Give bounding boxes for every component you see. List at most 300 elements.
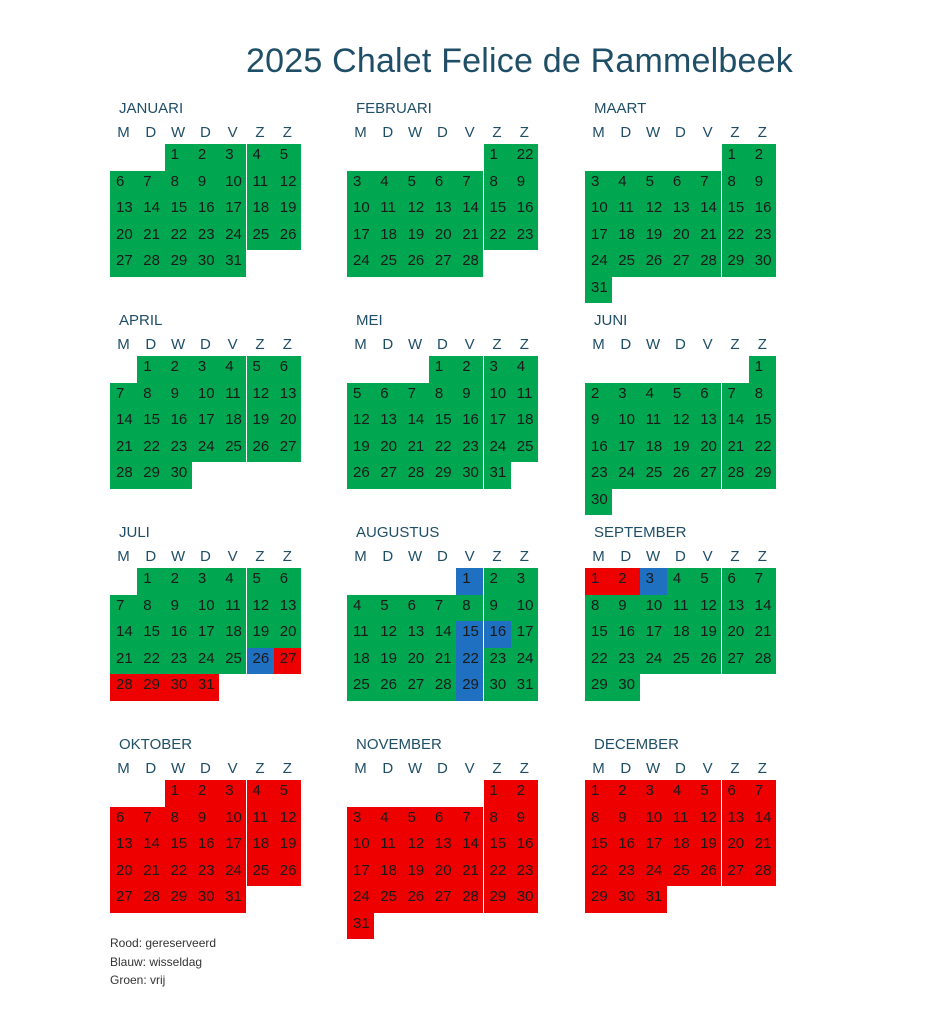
day-cell: 30 <box>192 886 219 913</box>
day-cell: 23 <box>585 462 612 489</box>
day-cell: 3 <box>219 144 246 171</box>
weekday-header: Z <box>730 336 740 353</box>
day-cell: 11 <box>247 807 274 834</box>
day-cell: 12 <box>694 595 721 622</box>
day-cell: 15 <box>137 621 164 648</box>
day-cell: 22 <box>585 648 612 675</box>
day-cell: 14 <box>456 833 483 860</box>
day-cell: 5 <box>274 780 301 807</box>
legend-blue: Blauw: wisseldag <box>110 954 203 969</box>
day-cell: 20 <box>667 224 694 251</box>
month-name: MAART <box>594 100 647 117</box>
day-cell: 21 <box>456 224 483 251</box>
day-cell: 12 <box>247 595 274 622</box>
weekday-header: M <box>117 124 130 141</box>
day-cell: 12 <box>347 409 374 436</box>
weekday-header: M <box>117 336 130 353</box>
day-cell: 28 <box>722 462 749 489</box>
weekday-header: Z <box>282 124 292 141</box>
month-name: AUGUSTUS <box>356 524 440 541</box>
month-juni <box>585 312 785 512</box>
day-cell: 30 <box>511 886 538 913</box>
day-cell: 13 <box>722 595 749 622</box>
day-cell: 19 <box>694 621 721 648</box>
month-mei <box>347 312 547 512</box>
day-cell: 23 <box>612 860 639 887</box>
day-cell: 9 <box>192 807 219 834</box>
day-cell: 23 <box>511 224 538 251</box>
day-cell: 29 <box>484 886 511 913</box>
day-cell: 22 <box>165 224 192 251</box>
weekday-header: V <box>702 336 713 353</box>
weekday-header: Z <box>757 124 767 141</box>
day-cell: 28 <box>402 462 429 489</box>
day-cell: 7 <box>110 595 137 622</box>
day-cell: 6 <box>667 171 694 198</box>
day-cell: 13 <box>274 383 301 410</box>
day-cell: 1 <box>749 356 776 383</box>
day-cell: 21 <box>402 436 429 463</box>
day-cell: 22 <box>585 860 612 887</box>
day-cell: 1 <box>165 780 192 807</box>
weekday-header: D <box>436 760 448 777</box>
weekday-header: W <box>171 760 186 777</box>
weekday-header: D <box>199 760 211 777</box>
day-cell: 4 <box>374 171 401 198</box>
day-cell: 2 <box>511 780 538 807</box>
day-cell: 10 <box>219 807 246 834</box>
day-cell: 24 <box>640 860 667 887</box>
day-cell: 11 <box>347 621 374 648</box>
day-cell: 21 <box>137 224 164 251</box>
day-cell: 16 <box>511 833 538 860</box>
weekday-header: Z <box>730 548 740 565</box>
month-name: DECEMBER <box>594 736 680 753</box>
month-juli <box>110 524 310 724</box>
day-cell: 29 <box>585 886 612 913</box>
month-name: FEBRUARI <box>356 100 432 117</box>
day-cell: 28 <box>749 648 776 675</box>
day-cell: 24 <box>347 250 374 277</box>
day-cell: 5 <box>694 780 721 807</box>
day-cell: 8 <box>429 383 456 410</box>
day-cell: 4 <box>247 780 274 807</box>
day-cell: 20 <box>722 621 749 648</box>
day-cell: 9 <box>165 595 192 622</box>
day-cell: 28 <box>137 250 164 277</box>
day-cell: 5 <box>274 144 301 171</box>
day-cell: 16 <box>192 197 219 224</box>
day-cell: 25 <box>219 648 246 675</box>
day-cell: 23 <box>511 860 538 887</box>
day-cell: 19 <box>640 224 667 251</box>
day-cell: 24 <box>219 860 246 887</box>
day-cell: 14 <box>402 409 429 436</box>
day-cell: 3 <box>585 171 612 198</box>
day-cell: 10 <box>192 595 219 622</box>
day-cell: 18 <box>667 621 694 648</box>
weekday-header: Z <box>282 548 292 565</box>
day-cell: 11 <box>667 595 694 622</box>
day-cell: 17 <box>511 621 538 648</box>
day-cell: 9 <box>511 171 538 198</box>
day-cell: 5 <box>247 568 274 595</box>
weekday-header: M <box>592 336 605 353</box>
day-cell: 18 <box>374 224 401 251</box>
day-cell: 5 <box>402 807 429 834</box>
day-cell: 7 <box>694 171 721 198</box>
day-cell: 11 <box>640 409 667 436</box>
day-cell: 16 <box>456 409 483 436</box>
day-cell: 30 <box>585 489 612 516</box>
day-cell: 1 <box>456 568 483 595</box>
day-cell: 19 <box>274 833 301 860</box>
day-cell: 26 <box>694 860 721 887</box>
day-cell: 16 <box>612 621 639 648</box>
day-cell: 5 <box>667 383 694 410</box>
day-cell: 26 <box>274 224 301 251</box>
day-cell: 19 <box>374 648 401 675</box>
day-cell: 19 <box>402 860 429 887</box>
legend <box>110 934 216 990</box>
day-cell: 12 <box>274 807 301 834</box>
weekday-header: M <box>592 548 605 565</box>
day-cell: 6 <box>374 383 401 410</box>
day-cell: 1 <box>137 568 164 595</box>
day-cell: 6 <box>694 383 721 410</box>
day-cell: 22 <box>484 224 511 251</box>
day-cell: 21 <box>694 224 721 251</box>
day-cell: 24 <box>511 648 538 675</box>
day-cell: 31 <box>511 674 538 701</box>
day-cell: 16 <box>749 197 776 224</box>
weekday-header: Z <box>255 548 265 565</box>
day-cell: 29 <box>165 886 192 913</box>
day-cell: 25 <box>374 250 401 277</box>
day-cell: 21 <box>429 648 456 675</box>
month-name: JUNI <box>594 312 628 329</box>
day-cell: 10 <box>192 383 219 410</box>
day-cell: 9 <box>456 383 483 410</box>
day-cell: 26 <box>402 886 429 913</box>
weekday-header: D <box>674 336 686 353</box>
day-cell: 22 <box>456 648 483 675</box>
weekday-header: D <box>199 124 211 141</box>
weekday-header: Z <box>730 124 740 141</box>
day-cell: 26 <box>374 674 401 701</box>
day-cell: 31 <box>640 886 667 913</box>
day-cell: 15 <box>429 409 456 436</box>
day-cell: 14 <box>749 595 776 622</box>
day-cell: 6 <box>722 568 749 595</box>
weekday-header: V <box>464 124 475 141</box>
day-cell: 18 <box>219 409 246 436</box>
day-cell: 9 <box>192 171 219 198</box>
day-cell: 19 <box>247 621 274 648</box>
day-cell: 1 <box>585 568 612 595</box>
day-cell: 4 <box>667 780 694 807</box>
day-cell: 4 <box>219 356 246 383</box>
day-cell: 30 <box>165 462 192 489</box>
day-cell: 12 <box>374 621 401 648</box>
day-cell: 6 <box>722 780 749 807</box>
month-oktober <box>110 736 310 936</box>
weekday-header: M <box>354 124 367 141</box>
day-cell: 29 <box>137 462 164 489</box>
day-cell: 8 <box>722 171 749 198</box>
day-cell: 11 <box>511 383 538 410</box>
day-cell: 1 <box>484 144 511 171</box>
day-cell: 15 <box>165 833 192 860</box>
day-cell: 22 <box>749 436 776 463</box>
day-cell: 13 <box>722 807 749 834</box>
month-name: NOVEMBER <box>356 736 442 753</box>
day-cell: 28 <box>694 250 721 277</box>
day-cell: 25 <box>640 462 667 489</box>
day-cell: 21 <box>722 436 749 463</box>
day-cell: 3 <box>484 356 511 383</box>
day-cell: 9 <box>585 409 612 436</box>
day-cell: 1 <box>429 356 456 383</box>
weekday-header: M <box>354 760 367 777</box>
day-cell: 13 <box>110 833 137 860</box>
month-april <box>110 312 310 512</box>
day-cell: 7 <box>137 807 164 834</box>
month-november <box>347 736 547 936</box>
day-cell: 17 <box>219 197 246 224</box>
day-cell: 18 <box>612 224 639 251</box>
weekday-header: D <box>620 336 632 353</box>
day-cell: 12 <box>247 383 274 410</box>
day-cell: 8 <box>749 383 776 410</box>
weekday-header: D <box>436 336 448 353</box>
day-cell: 2 <box>484 568 511 595</box>
day-cell: 21 <box>749 833 776 860</box>
day-cell: 3 <box>347 171 374 198</box>
day-cell: 17 <box>347 860 374 887</box>
day-cell: 13 <box>429 833 456 860</box>
day-cell: 6 <box>274 568 301 595</box>
day-cell: 2 <box>749 144 776 171</box>
day-cell: 31 <box>484 462 511 489</box>
day-cell: 20 <box>694 436 721 463</box>
month-februari <box>347 100 547 300</box>
day-cell: 27 <box>110 886 137 913</box>
day-cell: 18 <box>347 648 374 675</box>
day-cell: 8 <box>137 595 164 622</box>
day-cell: 8 <box>585 807 612 834</box>
day-cell: 5 <box>640 171 667 198</box>
day-cell: 3 <box>192 568 219 595</box>
day-cell: 15 <box>749 409 776 436</box>
weekday-header: Z <box>282 760 292 777</box>
day-cell: 25 <box>612 250 639 277</box>
day-cell: 9 <box>511 807 538 834</box>
day-cell: 4 <box>612 171 639 198</box>
day-cell: 2 <box>585 383 612 410</box>
day-cell: 7 <box>402 383 429 410</box>
weekday-header: D <box>145 336 157 353</box>
day-cell: 5 <box>374 595 401 622</box>
day-cell: 23 <box>165 436 192 463</box>
day-cell: 3 <box>511 568 538 595</box>
day-cell: 21 <box>110 648 137 675</box>
weekday-header: M <box>354 336 367 353</box>
day-cell: 10 <box>219 171 246 198</box>
weekday-header: M <box>117 548 130 565</box>
day-cell: 6 <box>429 807 456 834</box>
day-cell: 24 <box>347 886 374 913</box>
day-cell: 27 <box>667 250 694 277</box>
day-cell: 3 <box>612 383 639 410</box>
day-cell: 12 <box>402 833 429 860</box>
day-cell: 13 <box>274 595 301 622</box>
day-cell: 16 <box>484 621 511 648</box>
day-cell: 6 <box>274 356 301 383</box>
day-cell: 17 <box>640 833 667 860</box>
day-cell: 18 <box>511 409 538 436</box>
day-cell: 29 <box>585 674 612 701</box>
weekday-header: W <box>408 124 423 141</box>
day-cell: 25 <box>667 648 694 675</box>
weekday-header: V <box>464 760 475 777</box>
weekday-header: W <box>646 124 661 141</box>
day-cell: 25 <box>347 674 374 701</box>
month-name: JULI <box>119 524 150 541</box>
day-cell: 20 <box>110 860 137 887</box>
weekday-header: D <box>674 760 686 777</box>
weekday-header: D <box>436 124 448 141</box>
day-cell: 13 <box>110 197 137 224</box>
month-september <box>585 524 785 724</box>
weekday-header: Z <box>519 548 529 565</box>
day-cell: 10 <box>347 197 374 224</box>
weekday-header: D <box>199 548 211 565</box>
day-cell: 26 <box>667 462 694 489</box>
day-cell: 31 <box>219 886 246 913</box>
day-cell: 7 <box>110 383 137 410</box>
day-cell: 10 <box>585 197 612 224</box>
day-cell: 14 <box>456 197 483 224</box>
day-cell: 26 <box>247 436 274 463</box>
day-cell: 16 <box>192 833 219 860</box>
day-cell: 15 <box>484 833 511 860</box>
weekday-header: W <box>171 548 186 565</box>
weekday-header: Z <box>492 124 502 141</box>
day-cell: 14 <box>694 197 721 224</box>
day-cell: 8 <box>484 807 511 834</box>
day-cell: 10 <box>347 833 374 860</box>
weekday-header: W <box>646 760 661 777</box>
day-cell: 16 <box>511 197 538 224</box>
weekday-header: Z <box>519 760 529 777</box>
weekday-header: Z <box>757 548 767 565</box>
day-cell: 26 <box>694 648 721 675</box>
day-cell: 30 <box>456 462 483 489</box>
day-cell: 1 <box>722 144 749 171</box>
day-cell: 27 <box>110 250 137 277</box>
day-cell: 4 <box>667 568 694 595</box>
day-cell: 1 <box>165 144 192 171</box>
weekday-header: Z <box>492 760 502 777</box>
day-cell: 18 <box>247 833 274 860</box>
day-cell: 2 <box>165 568 192 595</box>
day-cell: 11 <box>247 171 274 198</box>
day-cell: 27 <box>722 860 749 887</box>
day-cell: 15 <box>165 197 192 224</box>
weekday-header: Z <box>255 124 265 141</box>
day-cell: 1 <box>137 356 164 383</box>
day-cell: 28 <box>749 860 776 887</box>
day-cell: 15 <box>456 621 483 648</box>
day-cell: 3 <box>219 780 246 807</box>
day-cell: 19 <box>667 436 694 463</box>
weekday-header: D <box>382 548 394 565</box>
day-cell: 13 <box>402 621 429 648</box>
day-cell: 14 <box>110 621 137 648</box>
day-cell: 14 <box>137 833 164 860</box>
weekday-header: Z <box>255 760 265 777</box>
day-cell: 14 <box>722 409 749 436</box>
day-cell: 20 <box>274 409 301 436</box>
weekday-header: D <box>436 548 448 565</box>
day-cell: 14 <box>137 197 164 224</box>
day-cell: 26 <box>247 648 274 675</box>
weekday-header: V <box>227 760 238 777</box>
weekday-header: Z <box>757 760 767 777</box>
day-cell: 30 <box>749 250 776 277</box>
day-cell: 3 <box>640 568 667 595</box>
day-cell: 31 <box>347 913 374 940</box>
day-cell: 31 <box>585 277 612 304</box>
day-cell: 11 <box>219 595 246 622</box>
day-cell: 9 <box>749 171 776 198</box>
day-cell: 17 <box>484 409 511 436</box>
day-cell: 10 <box>511 595 538 622</box>
day-cell: 21 <box>110 436 137 463</box>
weekday-header: V <box>227 124 238 141</box>
day-cell: 24 <box>640 648 667 675</box>
day-cell: 17 <box>612 436 639 463</box>
weekday-header: W <box>646 548 661 565</box>
day-cell: 5 <box>247 356 274 383</box>
day-cell: 15 <box>137 409 164 436</box>
weekday-header: W <box>646 336 661 353</box>
day-cell: 13 <box>667 197 694 224</box>
weekday-header: W <box>171 336 186 353</box>
weekday-header: W <box>408 336 423 353</box>
month-name: APRIL <box>119 312 163 329</box>
day-cell: 17 <box>585 224 612 251</box>
day-cell: 1 <box>585 780 612 807</box>
day-cell: 25 <box>374 886 401 913</box>
day-cell: 12 <box>402 197 429 224</box>
day-cell: 5 <box>347 383 374 410</box>
day-cell: 6 <box>110 807 137 834</box>
weekday-header: D <box>145 760 157 777</box>
day-cell: 7 <box>456 807 483 834</box>
day-cell: 4 <box>374 807 401 834</box>
weekday-header: D <box>145 548 157 565</box>
day-cell: 27 <box>694 462 721 489</box>
day-cell: 18 <box>219 621 246 648</box>
day-cell: 13 <box>694 409 721 436</box>
weekday-header: D <box>382 760 394 777</box>
day-cell: 12 <box>640 197 667 224</box>
day-cell: 17 <box>640 621 667 648</box>
day-cell: 2 <box>612 780 639 807</box>
weekday-header: D <box>620 760 632 777</box>
